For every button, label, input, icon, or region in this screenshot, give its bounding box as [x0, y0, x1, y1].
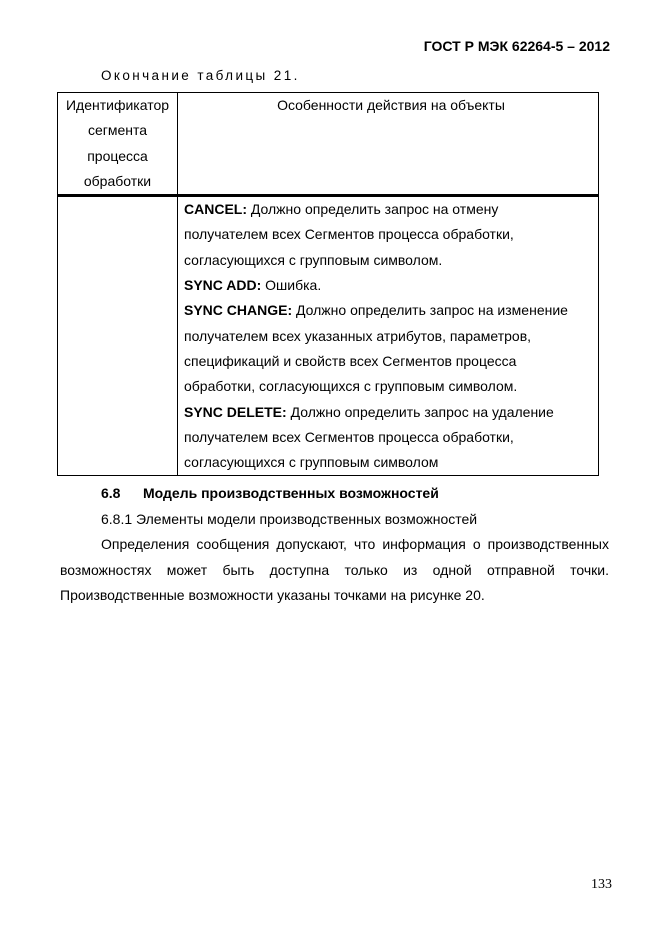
entry-sync-delete: [184, 400, 598, 425]
section-title: Модель производственных возможностей: [143, 485, 439, 501]
entry-text: получателем всех Сегментов процесса обработки,: [184, 226, 514, 243]
entry-text: согласующихся с групповым символом: [184, 454, 439, 471]
entry-text: получателем всех указанных атрибутов, параметров,: [184, 327, 532, 344]
entry-text: Должно определить запрос на удаление: [286, 403, 554, 420]
entry-text: согласующихся с групповым символом.: [184, 251, 443, 268]
entry-text: обработки, согласующихся с групповым символом.: [184, 378, 518, 395]
entry-text: спецификаций и свойств всех Сегментов процесса: [184, 352, 517, 369]
table-header-row: [58, 93, 599, 196]
keyword: SYNC ADD:: [184, 277, 262, 294]
body-paragraph: Определения сообщения допускают, что информация о производственных возможностях может быть доступна только из одной отправной точки. Производственные возможности указаны точками на рисунке 20.: [60, 536, 609, 603]
cell-segment-id: [58, 196, 178, 476]
keyword: SYNC CHANGE:: [184, 302, 293, 319]
keyword: SYNC DELETE:: [184, 403, 287, 420]
entry-cancel: [184, 197, 598, 222]
entry-sync-add: [184, 273, 598, 298]
table-caption: Окончание таблицы 21.: [101, 68, 300, 83]
section-heading: [101, 481, 650, 507]
entry-text: Ошибка.: [261, 277, 322, 294]
table-21: [57, 92, 599, 476]
header-segment-id: [58, 93, 178, 196]
header-text: процесса: [87, 147, 148, 164]
section-number: 6.8: [101, 485, 121, 501]
entry-sync-change: [184, 298, 598, 323]
header-actions: [178, 93, 599, 196]
entry-text: Должно определить запрос на отмену: [247, 201, 499, 218]
document-header: ГОСТ Р МЭК 62264-5 – 2012: [423, 38, 610, 54]
entry-text: получателем всех Сегментов процесса обработки,: [184, 428, 514, 445]
header-text: Особенности действия на объекты: [277, 97, 505, 113]
header-text: сегмента: [87, 122, 148, 139]
header-text: Идентификатор: [65, 97, 170, 113]
cell-actions: [178, 196, 599, 476]
keyword: CANCEL:: [184, 201, 247, 218]
page-number: 133: [591, 877, 612, 892]
entry-text: Должно определить запрос на изменение: [292, 302, 568, 319]
subsection-heading: 6.8.1 Элементы модели производственных возможностей: [101, 511, 478, 527]
table-row: [58, 196, 599, 476]
header-text: обработки: [83, 172, 152, 189]
